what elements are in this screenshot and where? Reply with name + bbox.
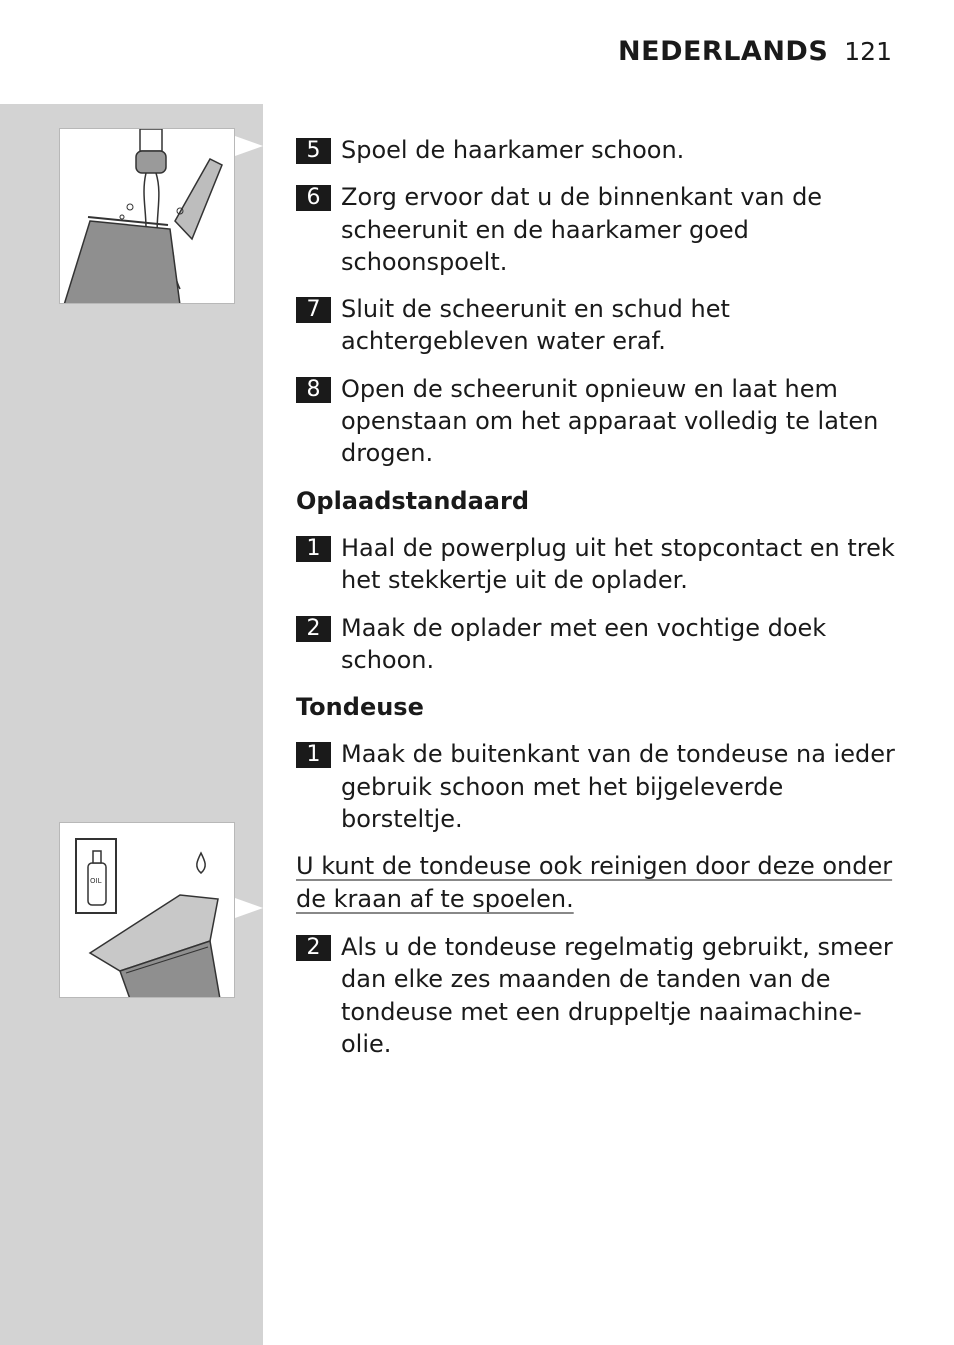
oil-bottle-label: OIL bbox=[90, 877, 102, 885]
step-number: 2 bbox=[296, 935, 331, 961]
step-item bbox=[296, 612, 896, 677]
step-number: 1 bbox=[296, 742, 331, 768]
step-item bbox=[296, 134, 896, 166]
illustration-pointer bbox=[235, 136, 263, 156]
step-text: Spoel de haarkamer schoon. bbox=[341, 136, 685, 164]
step-item bbox=[296, 931, 896, 1060]
main-content bbox=[296, 134, 896, 1075]
step-number: 7 bbox=[296, 297, 331, 323]
step-item bbox=[296, 738, 896, 835]
step-text: Zorg ervoor dat u de binnenkant van de scheerunit en de haarkamer goed schoonspoelt. bbox=[341, 183, 823, 276]
step-item bbox=[296, 293, 896, 358]
rinse-shaver-under-tap-icon bbox=[59, 128, 235, 304]
step-text: Open de scheerunit opnieuw en laat hem openstaan om het apparaat volledig te laten drogen. bbox=[341, 374, 879, 468]
language-title: NEDERLANDS bbox=[618, 36, 829, 67]
oil-trimmer-icon bbox=[59, 822, 235, 998]
step-text: Maak de oplader met een vochtige doek schoon. bbox=[341, 613, 827, 674]
section-heading-charger: Oplaadstandaard bbox=[296, 486, 530, 515]
step-item bbox=[296, 373, 896, 470]
step-text: Maak de buitenkant van de tondeuse na ieder gebruik schoon met het bijgeleverde borsteltje. bbox=[341, 740, 895, 834]
page-header bbox=[618, 36, 892, 67]
step-text: Als u de tondeuse regelmatig gebruikt, smeer dan elke zes maanden de tanden van de tondeuse met een druppeltje naaimachine-olie. bbox=[341, 932, 893, 1058]
tip-note: U kunt de tondeuse ook reinigen door deze onder de kraan af te spoelen. bbox=[296, 852, 893, 913]
step-text: Haal de powerplug uit het stopcontact en trek het stekkertje uit de oplader. bbox=[341, 533, 895, 595]
illustration-pointer bbox=[235, 898, 263, 918]
step-number: 5 bbox=[296, 138, 331, 164]
page-number: 121 bbox=[844, 37, 892, 66]
step-number: 1 bbox=[296, 536, 331, 562]
step-number: 8 bbox=[296, 377, 331, 403]
step-item bbox=[296, 532, 896, 597]
step-number: 2 bbox=[296, 616, 331, 642]
step-text: Sluit de scheerunit en schud het achtergebleven water eraf. bbox=[341, 295, 730, 356]
section-heading-trimmer: Tondeuse bbox=[296, 693, 424, 722]
step-number: 6 bbox=[296, 185, 331, 211]
step-item bbox=[296, 181, 896, 278]
